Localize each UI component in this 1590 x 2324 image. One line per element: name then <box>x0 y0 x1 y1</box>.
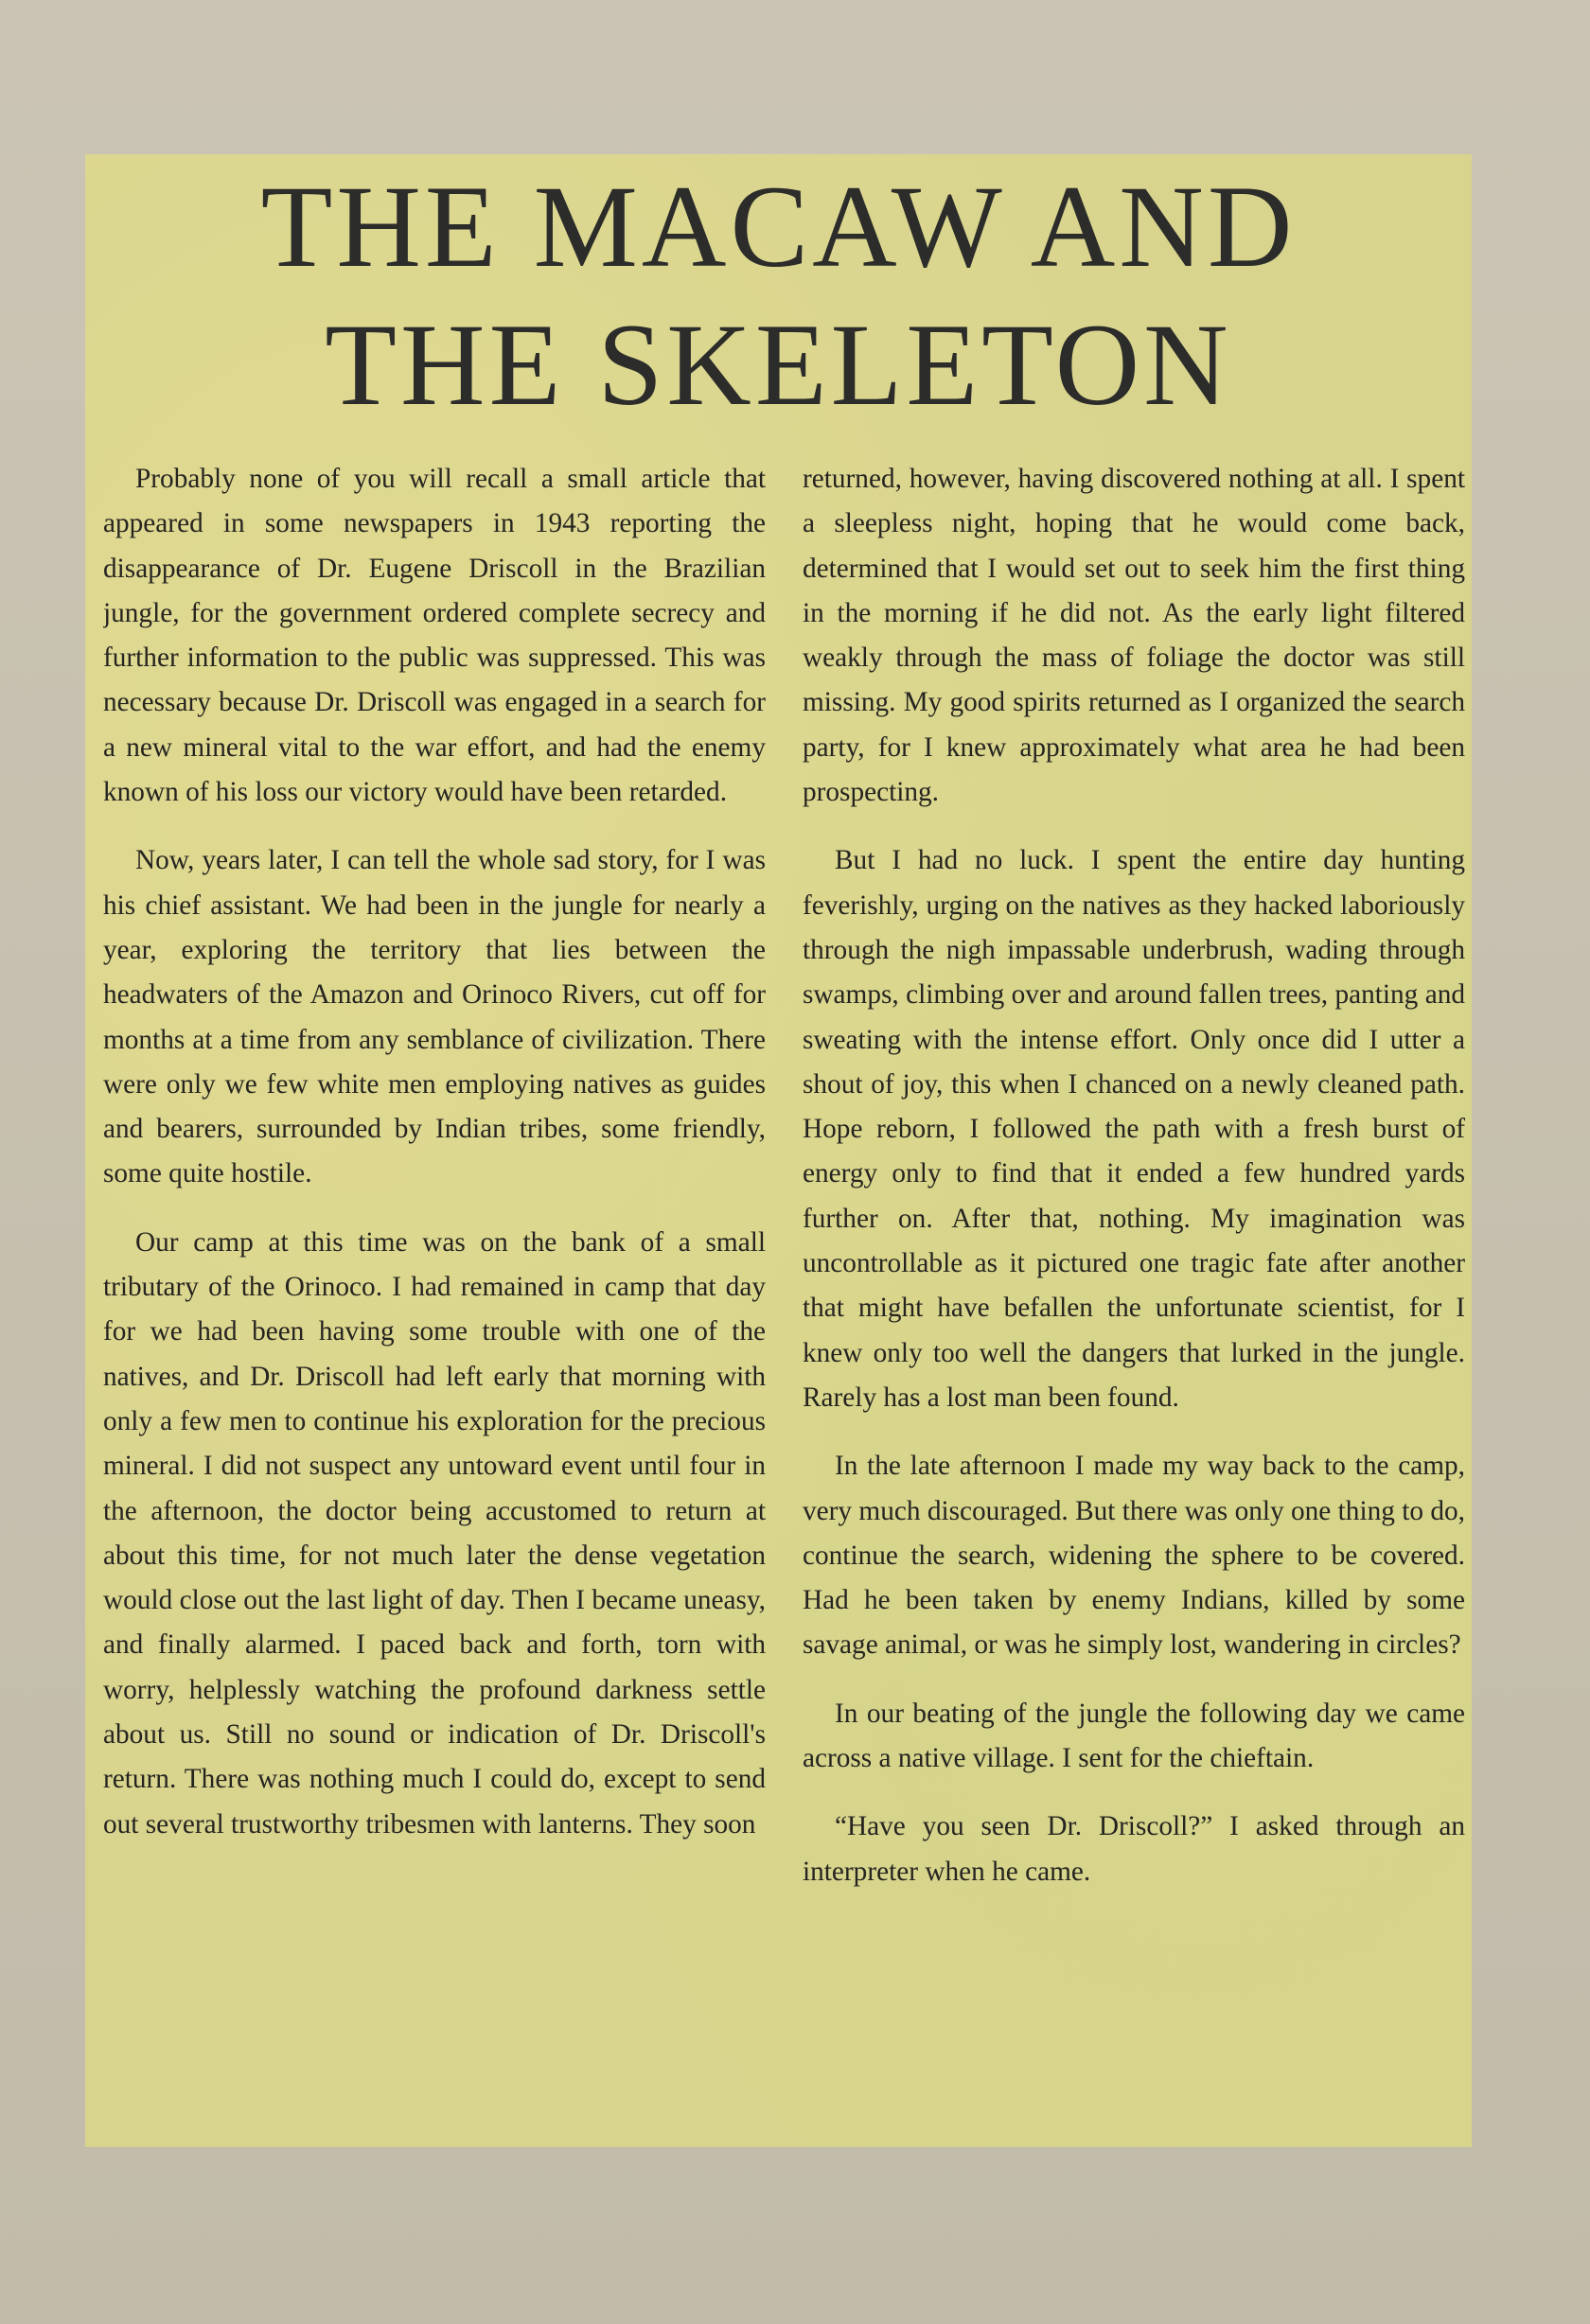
title-line-1: THE MACAW AND <box>260 162 1297 291</box>
paragraph: Probably none of you will recall a small article that appeared in some newspapers in 1943 reporting the disappearance of Dr. Eugene Driscoll in the Brazilian jungle, for the government ordered complete secrecy and further information to the public was suppressed. This was necessary because Dr. Driscoll was engaged in a search for a new mineral vital to the war effort, and had the enemy known of his loss our victory would have been retarded. <box>103 464 766 808</box>
left-column <box>103 457 766 2132</box>
paragraph: But I had no luck. I spent the entire day hunting feverishly, urging on the natives as they hacked laboriously through the nigh impassable underbrush, wading through swamps, climbing over and around fallen trees, panting and sweating with the intense effort. Only once did I utter a shout of joy, this when I chanced on a newly cleaned path. Hope reborn, I followed the path with a fresh burst of energy only to find that it ended a few hundred yards further on. After that, nothing. My imagination was uncontrollable as it pictured one tragic fate after another that might have befallen the unfortunate scientist, for I knew only too well the dangers that lurked in the jungle. Rarely has a lost man been found. <box>803 845 1465 1413</box>
title-line-2: THE SKELETON <box>325 300 1232 430</box>
story-title <box>85 158 1472 434</box>
paragraph: In the late afternoon I made my way back to the camp, very much discouraged. But there was only one thing to do, continue the search, widening the sphere to be covered. Had he been taken by enemy Indians, killed by some savage animal, or was he simply lost, wandering in circles? <box>803 1451 1465 1661</box>
paragraph: In our beating of the jungle the following day we came across a native village. I sent for the chieftain. <box>803 1698 1465 1774</box>
paragraph: returned, however, having discovered nothing at all. I spent a sleepless night, hoping that he would come back, determined that I would set out to seek him the first thing in the morning if he did not. As the early light filtered weakly through the mass of foliage the doctor was still missing. My good spirits returned as I organized the search party, for I knew approximately what area he had been prospecting. <box>803 464 1465 808</box>
paragraph: Our camp at this time was on the bank of a small tributary of the Orinoco. I had remained in camp that day for we had been having some trouble with one of the natives, and Dr. Driscoll had left early that morning with only a few men to continue his exploration for the precious mineral. I did not suspect any untoward event until four in the afternoon, the doctor being accustomed to return at about this time, for not much later the dense vegetation would close out the last light of day. Then I became uneasy, and finally alarmed. I paced back and forth, torn with worry, helplessly watching the profound darkness settle about us. Still no sound or indication of Dr. Driscoll's return. There was nothing much I could do, except to send out several trustworthy tribesmen with lanterns. They soon <box>103 1226 766 1840</box>
story-panel <box>85 154 1472 2147</box>
paragraph: Now, years later, I can tell the whole sad story, for I was his chief assistant. We had been in the jungle for nearly a year, exploring the territory that lies between the headwaters of the Amazon and Orinoco Rivers, cut off for months at a time from any semblance of civilization. There were only we few white men employing natives as guides and bearers, surrounded by Indian tribes, some friendly, some quite hostile. <box>103 845 766 1189</box>
paragraph: “Have you seen Dr. Driscoll?” I asked through an interpreter when he came. <box>803 1811 1465 1887</box>
right-column <box>803 457 1465 2132</box>
